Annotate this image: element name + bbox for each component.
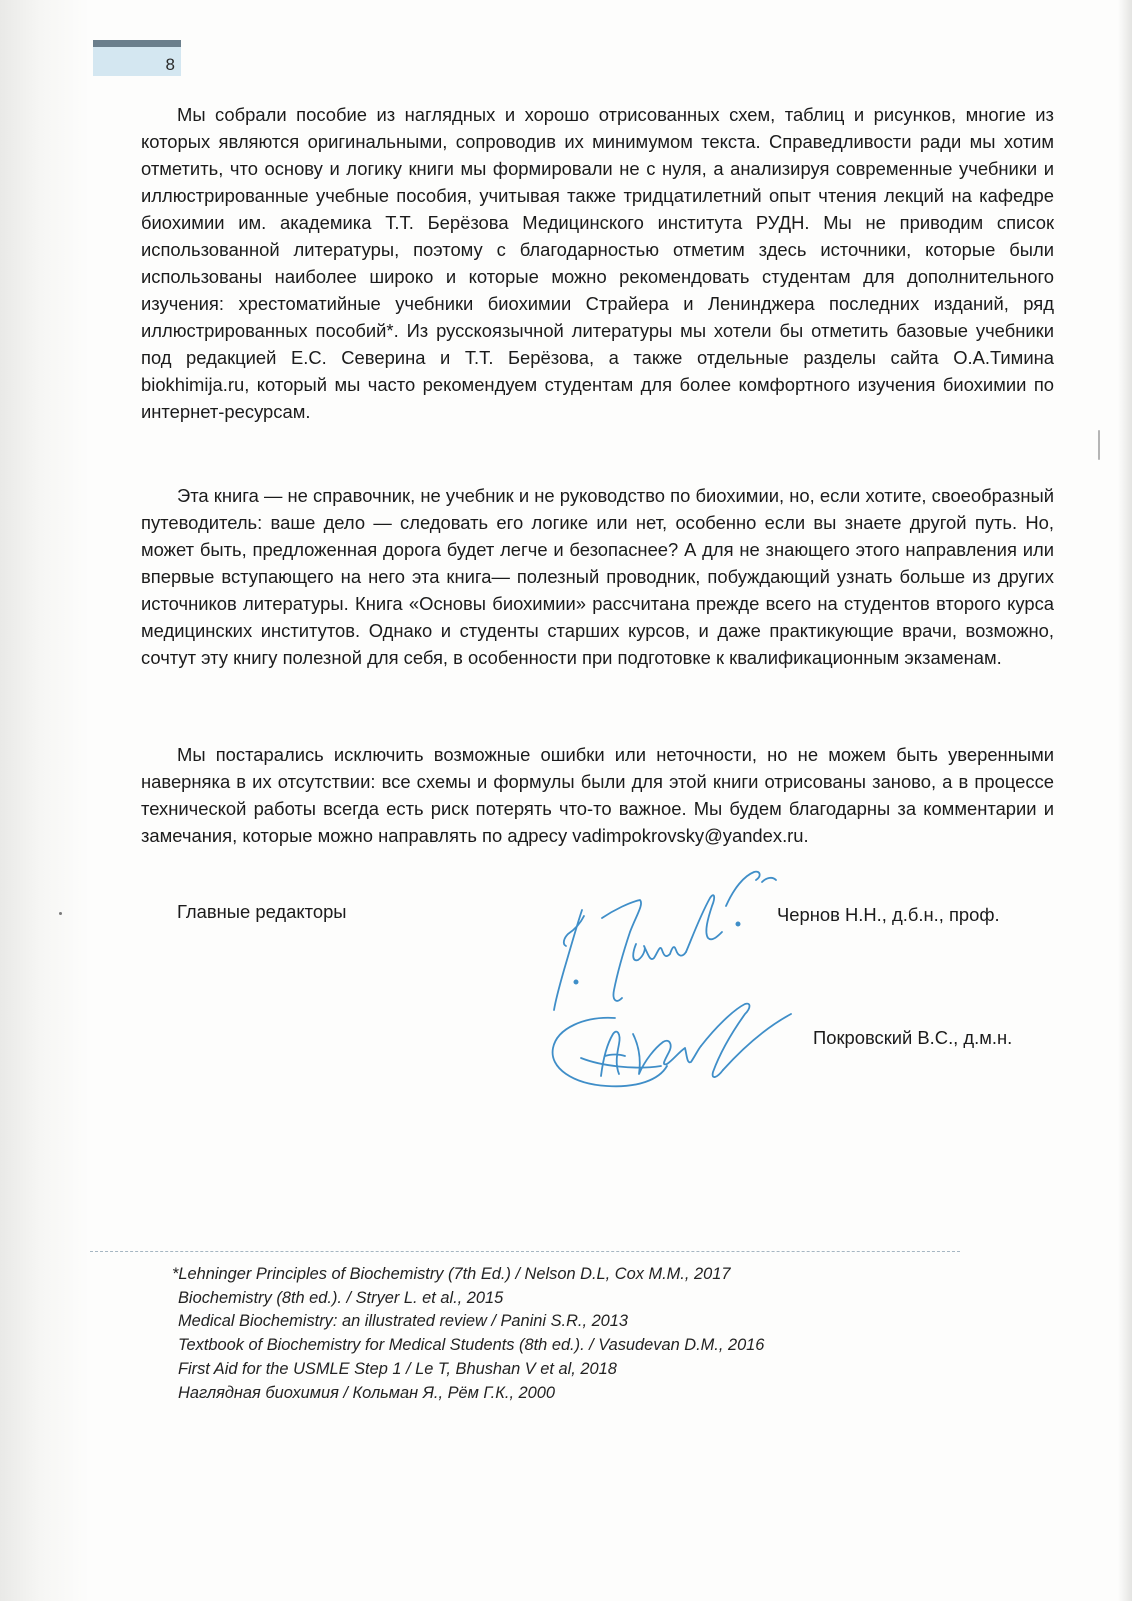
paragraph-text: Мы собрали пособие из наглядных и хорошо отрисованных схем, таблиц и рисунков, многие из которых являются оригинальными, сопроводив их минимумом текста. Справедливости ради мы хотим отметить, что основу и логику книги мы формировали не с нуля, а анализируя современные учебники и иллюстрированные учебные пособия, учитывая также тридцатилетний опыт чтения лекций на кафедре биохимии им. академика Т.Т. Берёзова Медицинского института РУДН. Мы не приводим список использованной литературы, поэтому с благодарностью отметим здесь источники, которые были использованы наиболее широко и которые можно рекомендовать студентам для дополнительного изучения: хрестоматийные учебники биохимии Страйера и Ленинджера последних изданий, ряд иллюстрированных пособий*. Из русскоязычной литературы мы хотели бы отметить базовые учебники под редакцией Е.С. Северина и Т.Т. Берёзова, а также отдельные разделы сайта О.А.Тимина biokhimija.ru, который мы часто рекомендуем студентам для более комфортного изучения биохимии по интернет-ресурсам. — [141, 104, 1054, 422]
scan-speck — [1098, 430, 1100, 460]
signature-pokrovsky — [545, 990, 800, 1095]
footnote-item: Medical Biochemistry: an illustrated review / Panini S.R., 2013 — [178, 1312, 629, 1331]
footnote-item: Наглядная биохимия / Кольман Я., Рём Г.К., 2000 — [178, 1383, 556, 1402]
footnote-item: Textbook of Biochemistry for Medical Students (8th ed.). / Vasudevan D.M., 2016 — [178, 1336, 765, 1355]
body-paragraph-2 — [141, 482, 1054, 671]
editor-name-pokrovsky: Покровский В.С., д.м.н. — [813, 1027, 1013, 1048]
paragraph-text: Мы постарались исключить возможные ошибки или неточности, но не можем быть уверенными наверняка в их отсутствии: все схемы и формулы были для этой книги отрисованы заново, а в процессе технической работы всегда есть риск потерять что-то важное. Мы будем благодарны за комментарии и замечания, которые можно направлять по адресу vadimpokrovsky@yandex.ru. — [141, 744, 1054, 846]
scan-shadow-right — [1118, 0, 1132, 1601]
page-number: 8 — [165, 55, 175, 74]
footnote-list — [172, 1263, 1052, 1405]
body-paragraph-3 — [141, 741, 1054, 849]
footnote-divider — [90, 1251, 960, 1252]
scan-shadow-left — [0, 0, 90, 1601]
footnote-item: First Aid for the USMLE Step 1 / Le T, Bhushan V et al, 2018 — [178, 1359, 617, 1378]
footnote-item: *Lehninger Principles of Biochemistry (7th Ed.) / Nelson D.L, Cox M.M., 2017 — [172, 1265, 731, 1283]
page-number-tab — [93, 40, 181, 76]
editor-name-chernov: Чернов Н.Н., д.б.н., проф. — [777, 904, 1000, 925]
footnote-item: Biochemistry (8th ed.). / Stryer L. et al., 2015 — [178, 1288, 504, 1307]
scan-speck — [59, 912, 62, 915]
editors-label: Главные редакторы — [177, 901, 347, 922]
page-tab-bar — [93, 40, 181, 47]
paragraph-text: Эта книга — не справочник, не учебник и не руководство по биохимии, но, если хотите, своеобразный путеводитель: ваше дело — следовать его логике или нет, особенно если вы знаете другой путь. Но, может быть, предложенная дорога будет легче и безопаснее? А для не знающего этого направления или впервые вступающего на него эта книга— полезный проводник, побуждающий узнать больше из других источников литературы. Книга «Основы биохимии» рассчитана прежде всего на студентов второго курса медицинских институтов. Однако и студенты старших курсов, и даже практикующие врачи, возможно, сочтут эту книгу полезной для себя, в особенности при подготовке к квалификационным экзаменам. — [141, 485, 1054, 668]
body-paragraph-1 — [141, 101, 1054, 425]
